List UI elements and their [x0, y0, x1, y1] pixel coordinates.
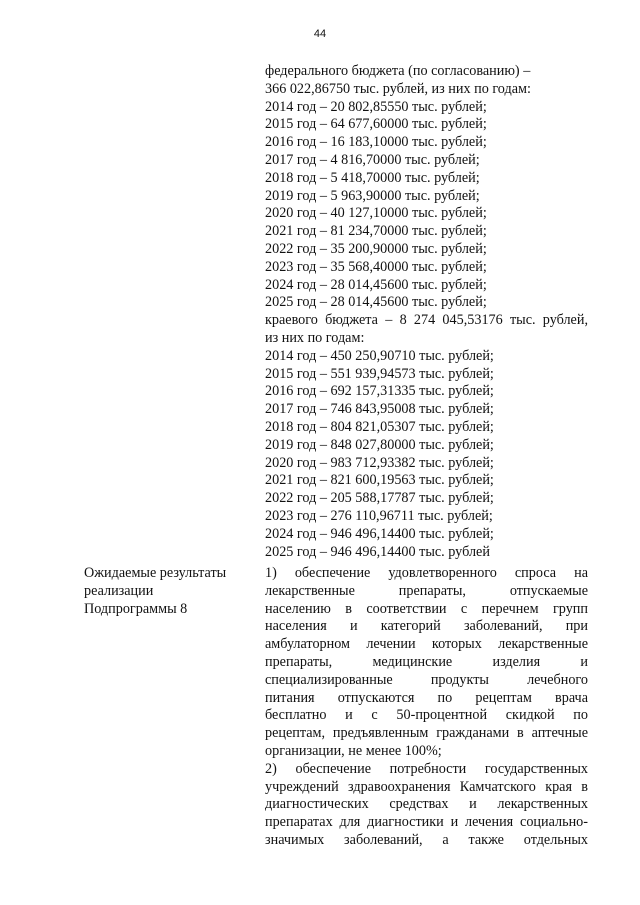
year-line: 2023 год – 276 110,96711 тыс. рублей; [265, 507, 493, 524]
year-line: 2018 год – 804 821,05307 тыс. рублей; [265, 418, 494, 435]
text-line: бесплатно и с 50-процентной скидкой по [265, 707, 588, 724]
text-line: 1) обеспечение удовлетворенного спроса на [265, 565, 588, 581]
text-line: учреждений здравоохранения Камчатского края в [265, 778, 588, 795]
text-line: диагностических средствах и лекарственных [265, 796, 588, 813]
year-line: 2022 год – 205 588,17787 тыс. рублей; [265, 490, 494, 507]
text-line: федерального бюджета (по согласованию) – [265, 63, 531, 79]
text-line: лекарственные препараты, отпускаемые [265, 582, 588, 599]
budget-section [265, 63, 588, 561]
year-line: 2014 год – 450 250,90710 тыс. рублей; [265, 347, 494, 364]
results-label [84, 565, 254, 618]
year-line: 2025 год – 946 496,14400 тыс. рублей [265, 543, 490, 560]
page-number: 44 [313, 28, 327, 40]
regional-budget [265, 312, 588, 561]
text-line: препаратах для диагностики и лечения социально- [265, 814, 588, 831]
text-line: препараты, медицинские изделия и [265, 653, 588, 670]
text-line: 366 022,86750 тыс. рублей, из них по годам: [265, 80, 531, 97]
text-line: организации, не менее 100%; [265, 742, 442, 759]
year-line: 2019 год – 848 027,80000 тыс. рублей; [265, 436, 494, 453]
label-line: Подпрограммы 8 [84, 600, 188, 617]
year-line: 2021 год – 821 600,19563 тыс. рублей; [265, 472, 494, 489]
label-line: реализации [84, 582, 154, 599]
federal-budget [265, 63, 588, 312]
year-line: 2023 год – 35 568,40000 тыс. рублей; [265, 258, 487, 275]
text-line: значимых заболеваний, а также отдельных [265, 831, 588, 848]
year-line: 2016 год – 16 183,10000 тыс. рублей; [265, 134, 487, 151]
text-line: специализированные продукты лечебного [265, 671, 588, 688]
result-item-2 [265, 761, 588, 850]
year-line: 2021 год – 81 234,70000 тыс. рублей; [265, 223, 487, 240]
year-line: 2017 год – 4 816,70000 тыс. рублей; [265, 151, 480, 168]
text-line: амбулаторном лечении которых лекарственные [265, 636, 588, 653]
text-line: краевого бюджета – 8 274 045,53176 тыс. рублей, [265, 312, 588, 329]
text-line: населению в соответствии с перечнем групп [265, 600, 588, 617]
year-line: 2017 год – 746 843,95008 тыс. рублей; [265, 401, 494, 418]
text-line: из них по годам: [265, 329, 365, 346]
expected-results [265, 565, 588, 850]
text-line: питания отпускаются по рецептам врача [265, 689, 588, 706]
year-line: 2024 год – 946 496,14400 тыс. рублей; [265, 525, 494, 542]
year-line: 2019 год – 5 963,90000 тыс. рублей; [265, 187, 480, 204]
year-line: 2015 год – 64 677,60000 тыс. рублей; [265, 116, 487, 133]
year-line: 2022 год – 35 200,90000 тыс. рублей; [265, 240, 487, 257]
year-line: 2025 год – 28 014,45600 тыс. рублей; [265, 294, 487, 311]
year-line: 2018 год – 5 418,70000 тыс. рублей; [265, 169, 480, 186]
text-line: населения и категорий заболеваний, при [265, 618, 588, 635]
result-item-1 [265, 565, 588, 761]
text-line: рецептам, предъявленным гражданами в аптечные [265, 725, 588, 742]
year-line: 2020 год – 983 712,93382 тыс. рублей; [265, 454, 494, 471]
label-line: Ожидаемые результаты [84, 565, 227, 581]
year-line: 2024 год – 28 014,45600 тыс. рублей; [265, 276, 487, 293]
year-line: 2020 год – 40 127,10000 тыс. рублей; [265, 205, 487, 222]
year-line: 2015 год – 551 939,94573 тыс. рублей; [265, 365, 494, 382]
text-line: 2) обеспечение потребности государственных [265, 760, 588, 777]
year-line: 2014 год – 20 802,85550 тыс. рублей; [265, 98, 487, 115]
year-line: 2016 год – 692 157,31335 тыс. рублей; [265, 383, 494, 400]
